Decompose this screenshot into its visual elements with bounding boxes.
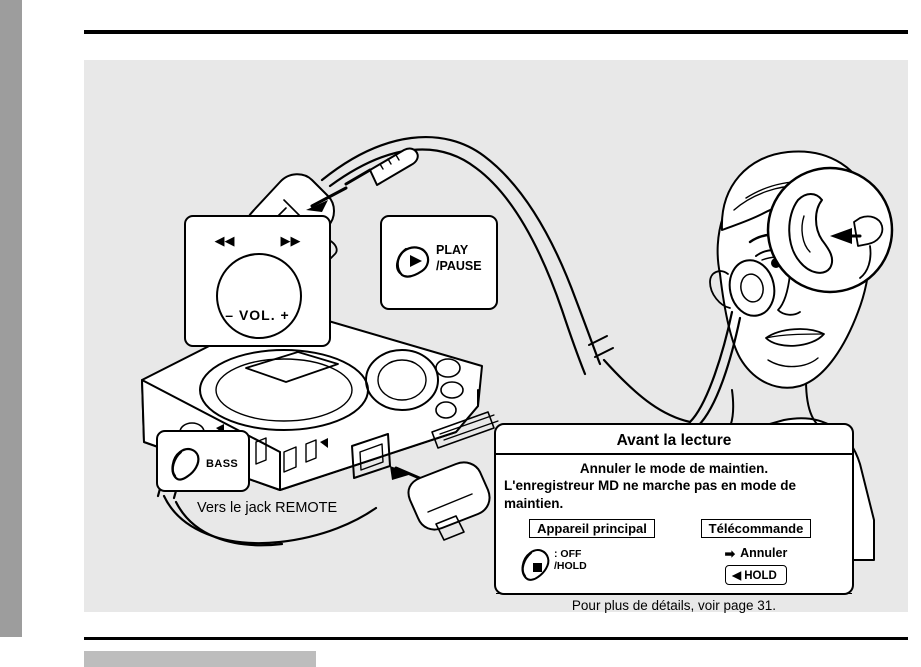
hold-switch-icon [516, 546, 556, 586]
note-line-1: Annuler le mode de maintien. [579, 461, 769, 476]
footer-tab [84, 651, 316, 667]
note-line-2: L'enregistreur MD ne marche pas en mode de [504, 478, 797, 494]
remote-jack-caption: Vers le jack REMOTE [197, 500, 338, 516]
note-column-remote [674, 519, 838, 590]
cancel-label: Annuler [740, 546, 788, 561]
left-margin-edge [22, 0, 25, 637]
right-arrow-icon: ➡ [724, 546, 736, 561]
main-unit-header: Appareil principal [529, 519, 655, 538]
main-unit-body [510, 546, 674, 590]
note-title-rule [496, 453, 852, 455]
volume-label: – VOL. + [225, 307, 290, 323]
remote-header: Télécommande [701, 519, 812, 538]
callout-play-pause [380, 215, 498, 310]
bass-switch-icon [166, 444, 204, 484]
skip-previous-icon: ◀◀ [214, 233, 235, 248]
earbud-detail-magnifier [768, 168, 892, 292]
jack-arrow-head [390, 466, 412, 480]
left-margin-bar [0, 0, 22, 637]
cancel-direction-row [674, 546, 838, 561]
remote-hold-switch: ◀ HOLD [725, 565, 787, 585]
footer-rule [84, 637, 908, 640]
callout-volume [184, 215, 331, 347]
illustration-panel [84, 60, 908, 612]
callout-bass [156, 430, 250, 492]
note-line-3: maintien. [504, 495, 564, 511]
headphone-plug [346, 149, 418, 185]
note-column-main-unit [510, 519, 674, 590]
before-playback-note [494, 423, 854, 614]
note-footer: Pour plus de détails, voir page 31. [571, 598, 777, 614]
header-rule [84, 30, 908, 34]
bass-label: BASS [206, 458, 239, 470]
skip-next-icon: ▶▶ [280, 233, 301, 248]
skip-buttons-row [186, 233, 329, 249]
play-pause-jog-icon [390, 239, 436, 285]
headphone-cord-to-ear [604, 360, 690, 422]
volume-dial [216, 253, 302, 339]
remote-plug [408, 462, 489, 540]
note-body [504, 460, 844, 512]
hold-switch-labels: : OFF /HOLD [554, 547, 587, 573]
note-title: Avant la lecture [616, 432, 732, 449]
play-pause-label: PLAY /PAUSE [436, 243, 482, 273]
note-columns [504, 519, 844, 590]
remote-body [674, 546, 838, 590]
note-footer-rule [496, 593, 852, 595]
